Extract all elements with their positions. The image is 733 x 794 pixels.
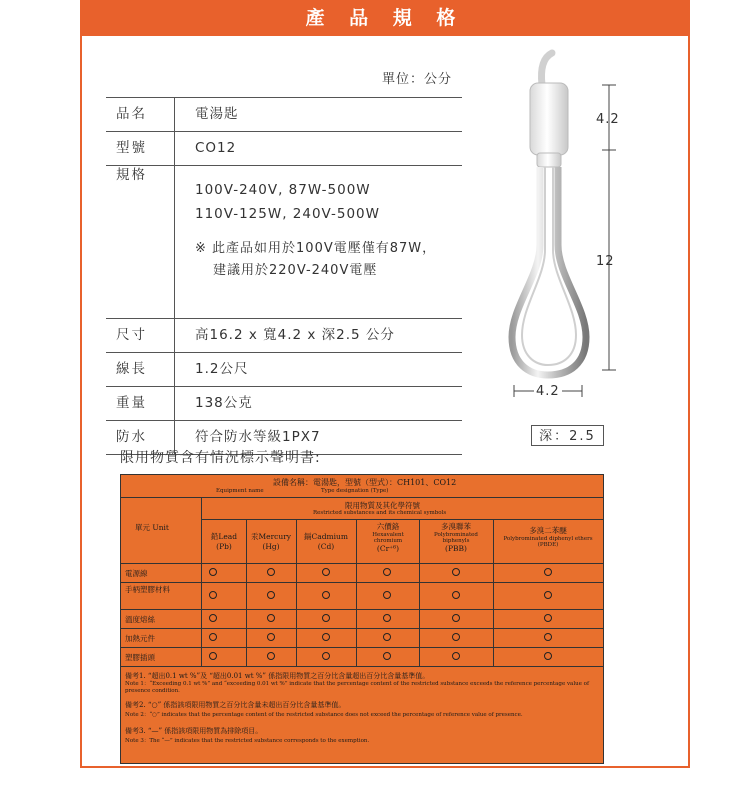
circle-mark (383, 614, 391, 622)
circle-mark (267, 633, 275, 641)
rohs-declaration-sheet (120, 474, 604, 764)
note-1-zh: 備考1. “超出0.1 wt %”及 “超出0.01 wt %” 係指限用物質之百分比含量超出百分比含量基準值。 (125, 672, 430, 680)
unit-column-label: 單元 Unit (135, 523, 169, 532)
circle-mark (322, 568, 330, 576)
depth-box: 深：2.5 (531, 425, 604, 446)
column-header-pbb: 多溴聯苯 Polybrominated biphenyls (PBB) (434, 522, 478, 553)
circle-mark (452, 568, 460, 576)
spec-value (175, 166, 463, 319)
circle-mark (267, 652, 275, 660)
circle-mark (267, 614, 275, 622)
circle-mark (383, 568, 391, 576)
spec-value: 電湯匙 (175, 98, 463, 132)
dimension-width-label: 4.2 (536, 384, 560, 399)
type-designation-en: Type designation (Type) (321, 488, 389, 494)
circle-mark (209, 633, 217, 641)
note-3-zh: 備考3. “—” 係指該項限用物質為排除項目。 (125, 727, 263, 735)
circle-mark (544, 591, 552, 599)
circle-mark (544, 614, 552, 622)
unit-label: 單位：公分 (382, 72, 453, 87)
circle-mark (322, 591, 330, 599)
spec-row-cord (106, 353, 462, 387)
circle-mark (383, 633, 391, 641)
spec-value: 高16.2 x 寬4.2 x 深2.5 公分 (175, 319, 463, 353)
spec-row-name (106, 98, 462, 132)
column-header-cr6: 六價鉻 Hexavalent chromium (Cr⁺⁶) (372, 522, 404, 553)
spec-value: 1.2公尺 (175, 353, 463, 387)
column-header-cd: 鎘Cadmium (Cd) (304, 532, 348, 551)
circle-mark (452, 614, 460, 622)
page-header: 產 品 規 格 (80, 0, 690, 36)
row-label-power-cord: 電源線 (125, 569, 148, 578)
spec-key: 品名 (106, 98, 175, 132)
note-1-en: Note 1：“Exceeding 0.1 wt %” and “exceeding 0.01 wt %” indicate that the percentage content of the restricted substance exceeds the reference percentage value of presence condition. (125, 681, 589, 694)
spec-note: ※ 此產品如用於100V電壓僅有87W， (195, 241, 437, 256)
circle-mark (322, 633, 330, 641)
circle-mark (322, 614, 330, 622)
circle-mark (322, 652, 330, 660)
circle-mark (267, 591, 275, 599)
circle-mark (544, 568, 552, 576)
immersion-heater-drawing (490, 45, 630, 425)
declaration-title: 限用物質含有情況標示聲明書: (120, 450, 321, 466)
row-label-heating-element: 加熱元件 (125, 634, 155, 643)
dimension-middle-label: 12 (596, 254, 615, 269)
spec-key: 重量 (106, 387, 175, 421)
circle-mark (544, 652, 552, 660)
circle-mark (383, 652, 391, 660)
spec-row-model (106, 132, 462, 166)
spec-row-weight (106, 387, 462, 421)
circle-mark (383, 591, 391, 599)
circle-mark (209, 568, 217, 576)
restricted-title: 限用物質及其化學符號 (345, 501, 420, 510)
spec-value: CO12 (175, 132, 463, 166)
spec-line: 100V-240V, 87W-500W (195, 182, 371, 198)
spec-value: 符合防水等級1PX7 (175, 421, 463, 455)
spec-row-size (106, 319, 462, 353)
row-label-plastic-handle: 手柄塑膠材料 (125, 585, 170, 594)
spec-line: 110V-125W, 240V-500W (195, 206, 380, 222)
row-label-plastic-plug: 塑膠插頭 (125, 653, 155, 662)
dimension-top-label: 4.2 (596, 112, 620, 127)
column-header-hg: 汞Mercury (Hg) (250, 532, 292, 551)
note-2-en: Note 2：“○” indicates that the percentage content of the restricted substance does not exceed the percentage of reference value of presence. (125, 712, 523, 718)
column-header-pbde: 多溴二苯醚 Polybrominated diphenyl ethers (PBDE) (503, 526, 593, 548)
note-2-zh: 備考2. “○” 係指該項限用物質之百分比含量未超出百分比含量基準值。 (125, 701, 346, 709)
equipment-name-en: Equipment name (216, 488, 264, 494)
equipment-title: 設備名稱：電湯匙，型號（型式）：CH101、CO12 (273, 478, 457, 487)
spec-key: 規格 (106, 166, 175, 319)
column-header-pb: 鉛Lead (Pb) (210, 532, 238, 551)
circle-mark (452, 591, 460, 599)
circle-mark (209, 614, 217, 622)
circle-mark (544, 633, 552, 641)
spec-key: 線長 (106, 353, 175, 387)
circle-mark (209, 652, 217, 660)
spec-table (106, 97, 462, 455)
circle-mark (209, 591, 217, 599)
restricted-title-en: Restricted substances and its chemical symbols (313, 510, 447, 516)
note-3-en: Note 3：The “—” indicates that the restricted substance corresponds to the exemption. (125, 738, 370, 744)
spec-note: 建議用於220V-240V電壓 (213, 263, 378, 278)
circle-mark (452, 633, 460, 641)
spec-value: 138公克 (175, 387, 463, 421)
row-label-thermal-fuse: 溫度熔絲 (125, 615, 155, 624)
spec-key: 防水 (106, 421, 175, 455)
circle-mark (267, 568, 275, 576)
spec-row-spec (106, 166, 462, 319)
spec-key: 尺寸 (106, 319, 175, 353)
circle-mark (452, 652, 460, 660)
spec-key: 型號 (106, 132, 175, 166)
